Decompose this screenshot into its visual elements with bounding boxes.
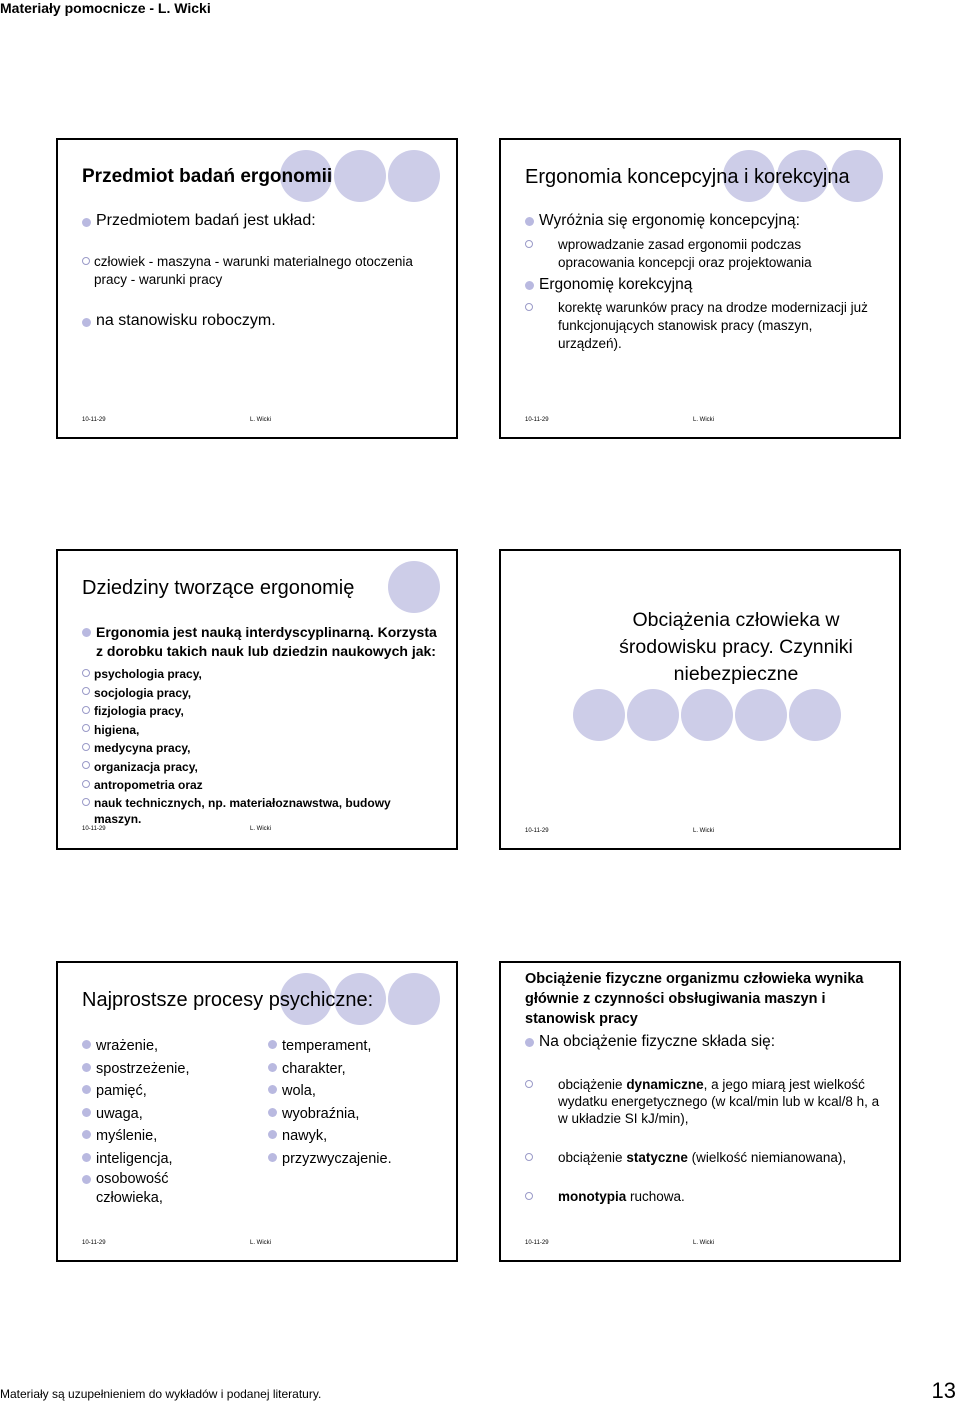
decor-circle: [573, 689, 625, 741]
decor-circles: [388, 561, 440, 613]
item-emphasis: statyczne: [626, 1150, 688, 1165]
list-column-1: [82, 1035, 232, 1208]
sub-bullet-item: [525, 1188, 880, 1205]
bullet-item: na stanowisku roboczym.: [82, 312, 432, 330]
slide-3: [56, 549, 458, 850]
slide-author: L. Wicki: [693, 828, 714, 834]
list-item: myślenie,: [82, 1125, 232, 1148]
slide-date: 10-11-29: [82, 417, 106, 423]
sub-bullet-item: wprowadzanie zasad ergonomii podczas opracowania koncepcji oraz projektowania: [525, 236, 875, 272]
bullet-item: Ergonomię korekcyjną: [525, 276, 875, 294]
slide-2: [499, 138, 901, 439]
decor-circle: [388, 973, 440, 1025]
list-item: wola,: [268, 1080, 438, 1103]
decor-circle: [388, 561, 440, 613]
slide-6: [499, 961, 901, 1262]
decor-circles: [573, 689, 843, 741]
sub-bullet-item: człowiek - maszyna - warunki materialnego otoczenia pracy - warunki pracy: [82, 253, 432, 289]
slide-date: 10-11-29: [525, 1240, 549, 1246]
list-item: wrażenie,: [82, 1035, 232, 1058]
list-column-2: [268, 1035, 438, 1170]
slide-author: L. Wicki: [693, 1240, 714, 1246]
sub-bullet-item: medycyna pracy,: [82, 739, 437, 758]
bullet-item: Przedmiotem badań jest układ:: [82, 212, 432, 230]
list-item: temperament,: [268, 1035, 438, 1058]
item-text: , a jego miarą jest wielkość wydatku energetycznego (w kcal/min lub w kcal/8 h, a w układzie SI kJ/min),: [558, 1077, 880, 1126]
bullet-item: Ergonomia jest nauką interdyscyplinarną. Korzysta z dorobku takich nauk lub dziedzin naukowych jak:: [82, 623, 437, 661]
list-item: charakter,: [268, 1058, 438, 1081]
page-footer: Materiały są uzupełnieniem do wykładów i podanej literatury.: [0, 1387, 322, 1401]
slide-title: Przedmiot badań ergonomii: [82, 166, 333, 187]
sub-bullet-item: [525, 1149, 880, 1166]
bullet-item: Wyróżnia się ergonomię koncepcyjną:: [525, 212, 875, 230]
sub-bullet-item: psychologia pracy,: [82, 665, 437, 684]
slide-title: Dziedziny tworzące ergonomię: [82, 577, 355, 599]
slide-date: 10-11-29: [82, 1240, 106, 1246]
slide-title: Najprostsze procesy psychiczne:: [82, 989, 374, 1011]
sub-bullet-item: higiena,: [82, 721, 437, 740]
slide-title: Obciążenia człowieka w środowisku pracy. Czynniki niebezpieczne: [619, 609, 853, 685]
decor-circle: [627, 689, 679, 741]
decor-circle: [735, 689, 787, 741]
item-text: obciążenie: [558, 1150, 627, 1165]
slide-4: [499, 549, 901, 850]
slide-author: L. Wicki: [693, 417, 714, 423]
slide-date: 10-11-29: [525, 417, 549, 423]
sub-bullet-item: nauk technicznych, np. materiałoznawstwa, budowy maszyn.: [82, 795, 437, 827]
slide-1: [56, 138, 458, 439]
decor-circle: [681, 689, 733, 741]
list-item: spostrzeżenie,: [82, 1058, 232, 1081]
list-item: pamięć,: [82, 1080, 232, 1103]
decor-circle: [334, 150, 386, 202]
sub-bullet-item: korektę warunków pracy na drodze modernizacji już funkcjonujących stanowisk pracy (maszyn, urządzeń).: [525, 299, 875, 353]
sub-bullet-item: organizacja pracy,: [82, 758, 437, 777]
list-item: wyobraźnia,: [268, 1103, 438, 1126]
slide-author: L. Wicki: [250, 417, 271, 423]
sub-bullet-item: [525, 1076, 880, 1127]
decor-circle: [789, 689, 841, 741]
bullet-item: Na obciążenie fizyczne składa się:: [525, 1033, 880, 1051]
list-item: osobowość człowieka,: [82, 1170, 186, 1208]
slide-author: L. Wicki: [250, 1240, 271, 1246]
item-text: (wielkość niemianowana),: [687, 1150, 847, 1165]
slide-title: Obciążenie fizyczne organizmu człowieka wynika głównie z czynności obsługiwania maszyn i stanowisk pracy: [525, 971, 864, 1027]
slide-5: [56, 961, 458, 1262]
page-number: 13: [931, 1378, 956, 1403]
slide-date: 10-11-29: [82, 826, 106, 832]
decor-circle: [388, 150, 440, 202]
slide-date: 10-11-29: [525, 828, 549, 834]
item-text: ruchowa.: [626, 1189, 685, 1204]
item-text: obciążenie: [558, 1077, 627, 1092]
sub-bullet-item: antropometria oraz: [82, 776, 437, 795]
slide-title: Ergonomia koncepcyjna i korekcyjna: [525, 166, 850, 188]
list-item: nawyk,: [268, 1125, 438, 1148]
list-item: inteligencja,: [82, 1148, 232, 1171]
item-emphasis: monotypia: [558, 1189, 627, 1204]
item-emphasis: dynamiczne: [626, 1077, 704, 1092]
sub-bullet-item: fizjologia pracy,: [82, 702, 437, 721]
list-item: uwaga,: [82, 1103, 232, 1126]
list-item: przyzwyczajenie.: [268, 1148, 438, 1171]
slide-author: L. Wicki: [250, 826, 271, 832]
page-header: Materiały pomocnicze - L. Wicki: [0, 0, 211, 16]
sub-bullet-item: socjologia pracy,: [82, 684, 437, 703]
